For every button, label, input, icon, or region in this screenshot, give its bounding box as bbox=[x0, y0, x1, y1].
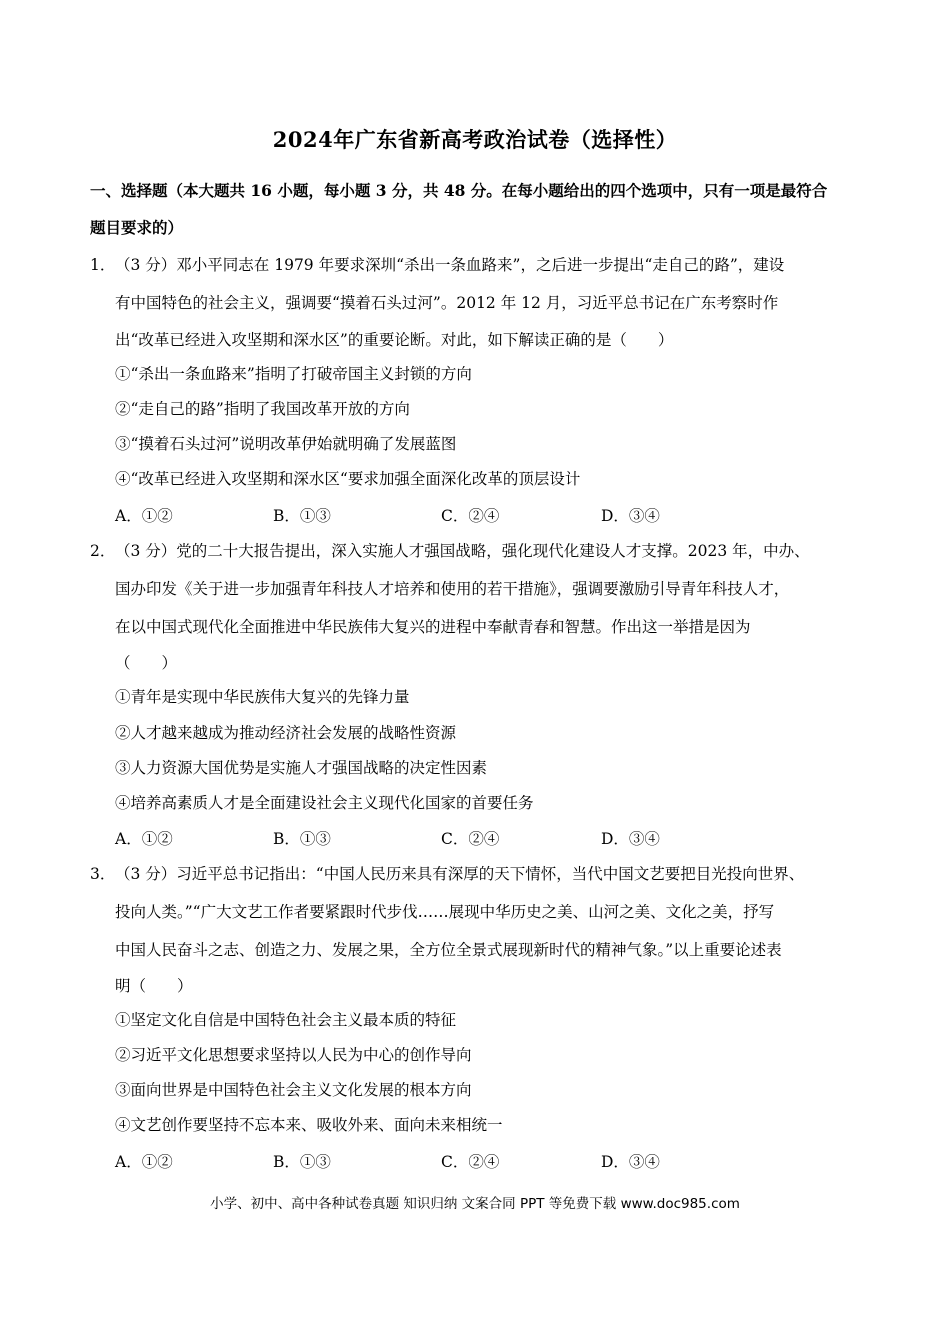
statement: ③人力资源大国优势是实施人才强国战略的决定性因素 bbox=[115, 759, 488, 777]
option-d[interactable]: D．③④ bbox=[601, 1153, 660, 1171]
question-stem-line: 投向人类。”“广大文艺工作者要紧跟时代步伐……展现中华历史之美、山河之美、文化之美，抒写 bbox=[115, 903, 775, 921]
option-d[interactable]: D．③④ bbox=[601, 507, 660, 525]
question-stem-line: 明（ ） bbox=[115, 977, 193, 995]
statement: ①“杀出一条血路来”指明了打破帝国主义封锁的方向 bbox=[115, 365, 472, 383]
option-b[interactable]: B．①③ bbox=[273, 507, 331, 525]
option-c[interactable]: C．②④ bbox=[441, 1153, 500, 1171]
option-a[interactable]: A．①② bbox=[115, 830, 173, 848]
question-number: 3． bbox=[90, 865, 116, 883]
document-title: 2024年广东省新高考政治试卷（选择性） bbox=[272, 127, 678, 152]
question-stem-line: （3 分）习近平总书记指出：“中国人民历来具有深厚的天下情怀，当代中国文艺要把目光投向世界、 bbox=[115, 865, 805, 883]
statement: ②人才越来越成为推动经济社会发展的战略性资源 bbox=[115, 724, 457, 742]
option-b[interactable]: B．①③ bbox=[273, 1153, 331, 1171]
question-stem-line: 中国人民奋斗之志、创造之力、发展之果，全方位全景式展现新时代的精神气象。”以上重要论述表 bbox=[115, 941, 782, 959]
section-heading-line-2: 题目要求的） bbox=[90, 218, 184, 237]
statement: ④文艺创作要坚持不忘本来、吸收外来、面向未来相统一 bbox=[115, 1116, 503, 1134]
question-stem-line: 有中国特色的社会主义，强调要“摸着石头过河”。2012 年 12 月，习近平总书记在广东考察时作 bbox=[115, 294, 779, 312]
question-stem-line: 在以中国式现代化全面推进中华民族伟大复兴的进程中奉献青春和智慧。作出这一举措是因为 bbox=[115, 618, 751, 636]
statement: ④“改革已经进入攻坚期和深水区“要求加强全面深化改革的顶层设计 bbox=[115, 470, 581, 488]
section-heading-line-1: 一、选择题（本大题共 16 小题，每小题 3 分，共 48 分。在每小题给出的四个选项中，只有一项是最符合 bbox=[90, 181, 828, 200]
page-footer: 小学、初中、高中各种试卷真题 知识归纳 文案合同 PPT 等免费下载 www.doc985.com bbox=[210, 1196, 740, 1212]
statement: ②“走自己的路”指明了我国改革开放的方向 bbox=[115, 400, 410, 418]
question-stem-line: （3 分）党的二十大报告提出，深入实施人才强国战略，强化现代化建设人才支撑。2023 年，中办、 bbox=[115, 542, 810, 560]
question-number: 2． bbox=[90, 542, 116, 560]
option-c[interactable]: C．②④ bbox=[441, 507, 500, 525]
statement: ①坚定文化自信是中国特色社会主义最本质的特征 bbox=[115, 1011, 457, 1029]
question-stem-line: （ ） bbox=[115, 654, 178, 672]
statement: ①青年是实现中华民族伟大复兴的先锋力量 bbox=[115, 688, 410, 706]
statement: ③“摸着石头过河”说明改革伊始就明确了发展蓝图 bbox=[115, 435, 457, 453]
statement: ③面向世界是中国特色社会主义文化发展的根本方向 bbox=[115, 1081, 472, 1099]
question-stem-line: 出“改革已经进入攻坚期和深水区”的重要论断。对此，如下解读正确的是（ ） bbox=[115, 331, 674, 349]
option-a[interactable]: A．①② bbox=[115, 507, 173, 525]
statement: ②习近平文化思想要求坚持以人民为中心的创作导向 bbox=[115, 1046, 472, 1064]
statement: ④培养高素质人才是全面建设社会主义现代化国家的首要任务 bbox=[115, 794, 534, 812]
option-c[interactable]: C．②④ bbox=[441, 830, 500, 848]
question-stem-line: 国办印发《关于进一步加强青年科技人才培养和使用的若干措施》，强调要激励引导青年科技人才， bbox=[115, 580, 790, 598]
question-number: 1． bbox=[90, 256, 116, 274]
question-stem-line: （3 分）邓小平同志在 1979 年要求深圳“杀出一条血路来”，之后进一步提出“走自己的路”，建设 bbox=[115, 256, 785, 274]
option-b[interactable]: B．①③ bbox=[273, 830, 331, 848]
option-d[interactable]: D．③④ bbox=[601, 830, 660, 848]
option-a[interactable]: A．①② bbox=[115, 1153, 173, 1171]
